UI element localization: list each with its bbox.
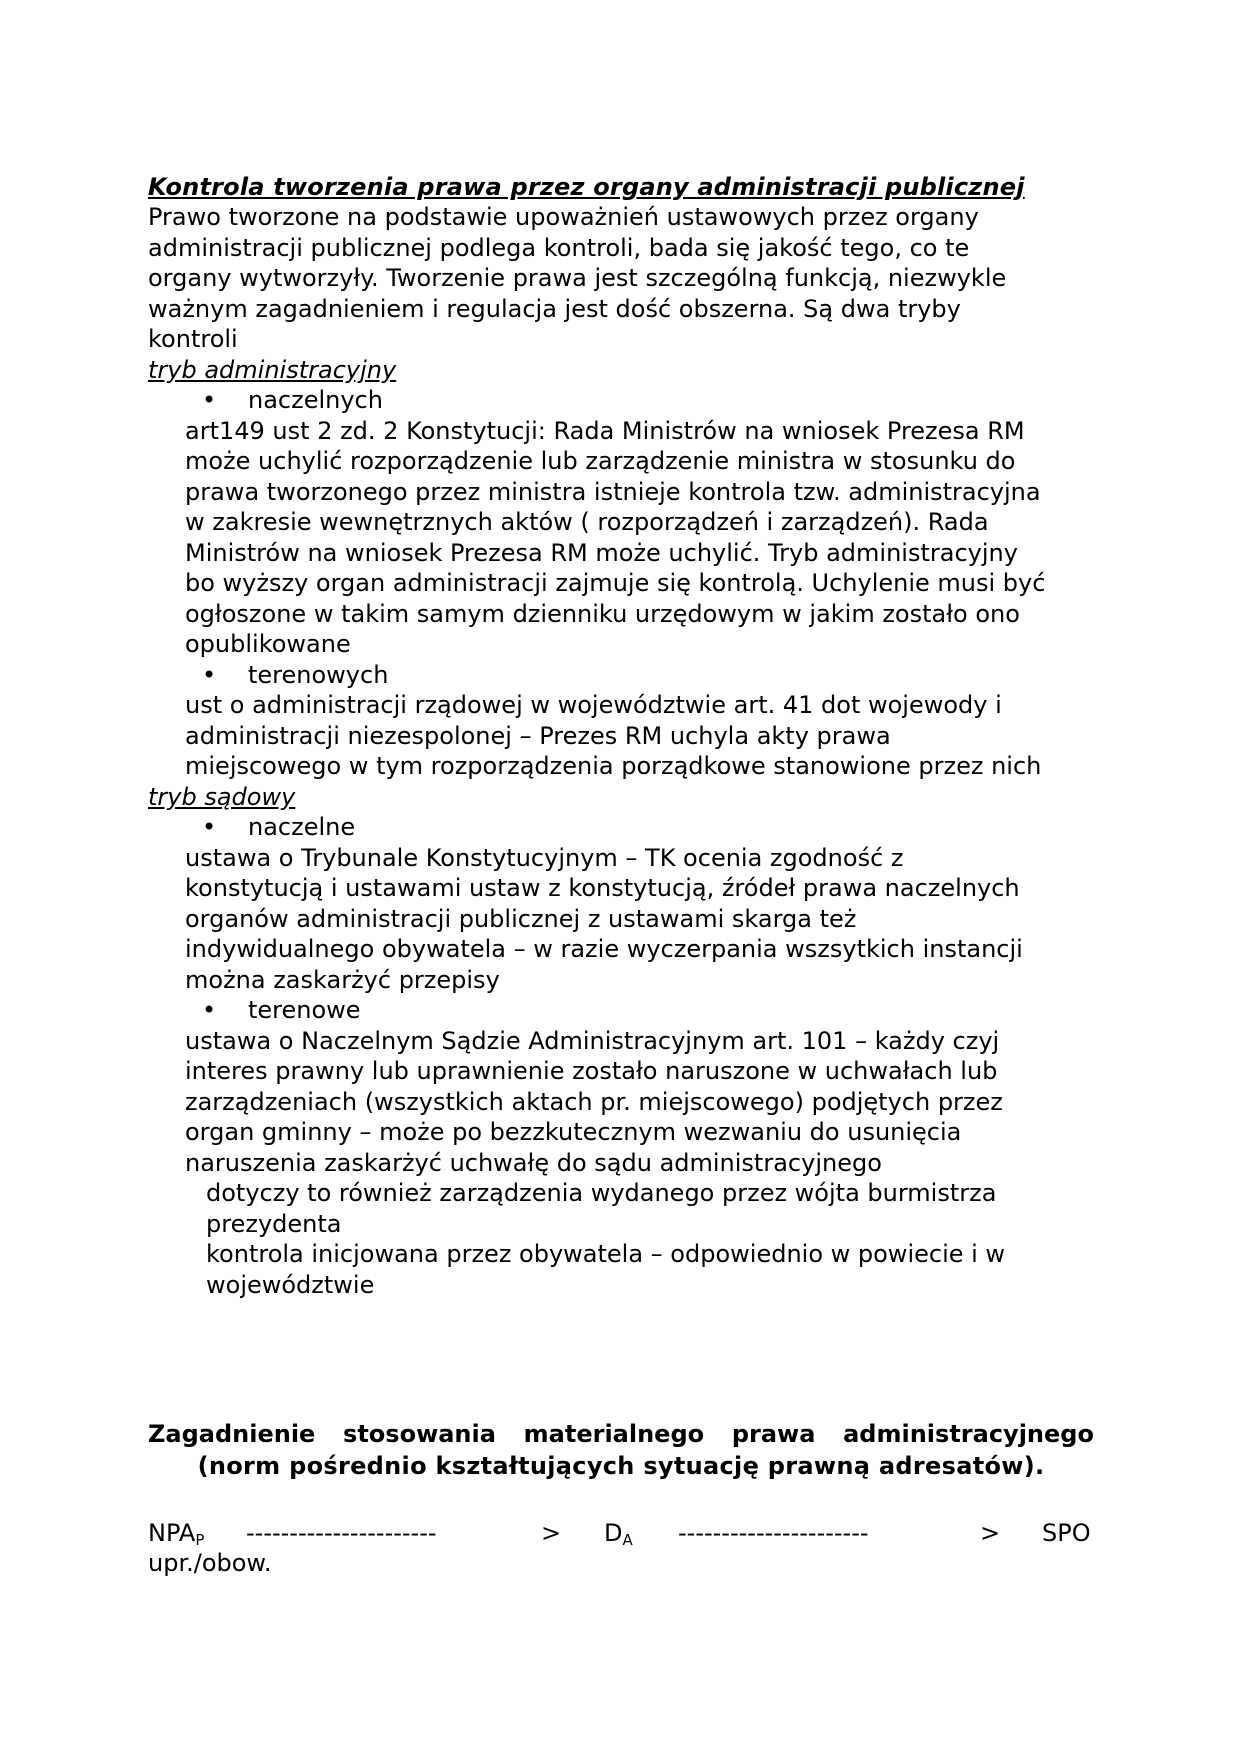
item-line: administracji niezespolonej – Prezes RM uchyla akty prawa: [185, 721, 891, 750]
item-line: zarządzeniach (wszystkich aktach pr. miejscowego) podjętych przez: [185, 1087, 1003, 1116]
sub-note-line: prezydenta: [206, 1209, 342, 1238]
document-title: Kontrola tworzenia prawa przez organy administracji publicznej: [148, 173, 1025, 201]
item-line: może uchylić rozporządzenie lub zarządzenie ministra w stosunku do: [185, 447, 1016, 475]
bullet-label: terenowych: [248, 660, 389, 689]
section-heading: [148, 1418, 1094, 1482]
item-line: naruszenia zaskarżyć uchwałę do sądu administracyjnego: [185, 1148, 882, 1177]
item-line: ogłoszone w takim samym dzienniku urzędowym w jakim zostało ono: [185, 599, 1020, 628]
intro-line: organy wytworzyły. Tworzenie prawa jest szczególną funkcją, niezwykle: [148, 264, 1007, 292]
heading-word: Zagadnienie: [148, 1420, 316, 1448]
formula-dashes: ----------------------: [246, 1519, 437, 1547]
formula-row: [148, 1518, 1094, 1548]
item-line: miejscowego w tym rozporządzenia porządkowe stanowione przez nich: [185, 752, 1042, 780]
bullet-item: [148, 812, 1098, 843]
intro-line: ważnym zagadnieniem i regulacja jest dość obszerna. Są dwa tryby: [148, 294, 961, 323]
formula-block: [148, 1518, 1094, 1578]
bullet-label: terenowe: [248, 996, 361, 1024]
bullet-item: [148, 385, 1098, 416]
item-line: Ministrów na wniosek Prezesa RM może uchylić. Tryb administracyjny: [185, 538, 1018, 567]
heading-word: prawa: [731, 1420, 816, 1448]
bullet-icon: •: [202, 813, 217, 841]
heading-word: administracyjnego: [843, 1420, 1094, 1448]
bullet-icon: •: [202, 660, 217, 689]
item-line: organ gminny – może po bezzkutecznym wezwaniu do usunięcia: [185, 1118, 962, 1146]
item-line: indywidualnego obywatela – w razie wyczerpania wszsytkich instancji: [185, 935, 1023, 963]
mode-heading-administrative: tryb administracyjny: [148, 355, 397, 384]
bullet-label: naczelnych: [248, 386, 383, 414]
section-heading-line: (norm pośrednio kształtujących sytuację prawną adresatów).: [197, 1452, 1045, 1480]
intro-line: administracji publicznej podlega kontroli, bada się jakość tego, co te: [148, 233, 970, 262]
intro-paragraph: [148, 202, 1098, 355]
item-line: ustawa o Trybunale Konstytucyjnym – TK ocenia zgodność z: [185, 843, 904, 872]
item-line: ust o administracji rządowej w województwie art. 41 dot wojewody i: [185, 691, 1002, 719]
item-line: opublikowane: [185, 630, 351, 658]
sub-note-line: województwie: [206, 1270, 375, 1299]
formula-arrow: >: [980, 1519, 1001, 1547]
bullet-item: [148, 995, 1098, 1026]
item-line: konstytucją i ustawami ustaw z konstytucją, źródeł prawa naczelnych: [185, 874, 1020, 902]
item-line: prawa tworzonego przez ministra istnieje kontrola tzw. administracyjna: [185, 477, 1041, 506]
item-line: można zaskarżyć przepisy: [185, 965, 500, 994]
bullet-icon: •: [202, 996, 217, 1024]
sub-note-line: dotyczy to również zarządzenia wydanego przez wójta burmistrza: [206, 1179, 997, 1207]
heading-word: stosowania: [343, 1420, 496, 1448]
formula-npa: $NPA_P$: [148, 1519, 205, 1549]
item-line: ustawa o Naczelnym Sądzie Administracyjnym art. 101 – każdy czyj: [185, 1026, 1000, 1055]
formula-spo: SPO: [1042, 1519, 1091, 1547]
item-sub-notes: [148, 1178, 1098, 1300]
item-line: organów administracji publicznej z ustawami skarga też: [185, 904, 857, 933]
item-line: art149 ust 2 zd. 2 Konstytucji: Rada Ministrów na wniosek Prezesa RM: [185, 416, 1025, 445]
item-line: bo wyższy organ administracji zajmuje się kontrolą. Uchylenie musi być: [185, 569, 1046, 597]
section-heading-line: [148, 1418, 1094, 1450]
mode-heading-judicial: tryb sądowy: [148, 782, 296, 811]
document-body: [148, 172, 1098, 1300]
item-description: [148, 690, 1098, 782]
bullet-item: [148, 660, 1098, 691]
item-description: [148, 416, 1098, 660]
item-description: [148, 843, 1098, 996]
intro-line: kontroli: [148, 325, 238, 353]
formula-dashes: ----------------------: [678, 1519, 869, 1547]
formula-note: upr./obow.: [148, 1549, 272, 1577]
formula-arrow: >: [541, 1519, 562, 1547]
item-description: [148, 1026, 1098, 1179]
bullet-label: naczelne: [248, 813, 356, 841]
formula-d: $D_A$: [604, 1519, 633, 1549]
sub-note-line: kontrola inicjowana przez obywatela – odpowiednio w powiecie i w: [206, 1240, 1006, 1268]
item-line: w zakresie wewnętrznych aktów ( rozporządzeń i zarządzeń). Rada: [185, 508, 989, 536]
item-line: interes prawny lub uprawnienie zostało naruszone w uchwałach lub: [185, 1057, 998, 1085]
bullet-icon: •: [202, 386, 217, 414]
intro-line: Prawo tworzone na podstawie upoważnień ustawowych przez organy: [148, 203, 979, 231]
heading-word: materialnego: [523, 1420, 705, 1448]
